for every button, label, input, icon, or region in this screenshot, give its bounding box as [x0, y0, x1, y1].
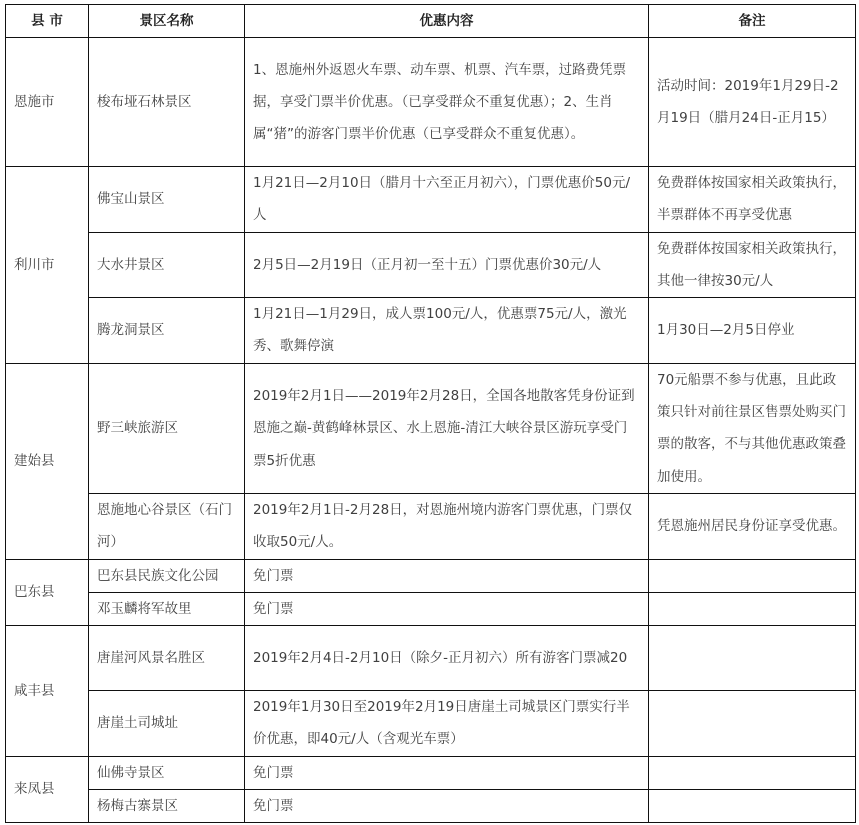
county-cell: 恩施市	[6, 38, 89, 167]
remarks-cell: 凭恩施州居民身份证享受优惠。	[649, 493, 856, 559]
table-row	[6, 232, 856, 298]
table-row	[6, 363, 856, 493]
header-remarks: 备注	[649, 5, 856, 38]
remarks-cell: 免费群体按国家相关政策执行，其他一律按30元/人	[649, 232, 856, 298]
remarks-cell	[649, 626, 856, 691]
table-row	[6, 38, 856, 167]
county-cell: 建始县	[6, 363, 89, 559]
remarks-cell: 免费群体按国家相关政策执行，半票群体不再享受优惠	[649, 167, 856, 233]
table-row	[6, 691, 856, 757]
scenic-name-cell: 腾龙洞景区	[89, 298, 245, 364]
scenic-name-cell: 巴东县民族文化公园	[89, 559, 245, 592]
header-discount: 优惠内容	[245, 5, 649, 38]
scenic-name-cell: 唐崖河风景名胜区	[89, 626, 245, 691]
discount-cell: 1、恩施州外返恩火车票、动车票、机票、汽车票，过路费凭票据，享受门票半价优惠。（已享受群众不重复优惠）；2、生肖属“猪”的游客门票半价优惠（已享受群众不重复优惠）。	[245, 38, 649, 167]
discount-cell: 免门票	[245, 756, 649, 789]
header-row	[6, 5, 856, 38]
scenic-name-cell: 仙佛寺景区	[89, 756, 245, 789]
scenic-name-cell: 佛宝山景区	[89, 167, 245, 233]
scenic-name-cell: 大水井景区	[89, 232, 245, 298]
remarks-cell: 1月30日—2月5日停业	[649, 298, 856, 364]
remarks-cell	[649, 790, 856, 823]
remarks-cell	[649, 592, 856, 625]
discount-cell: 1月21日—1月29日，成人票100元/人，优惠票75元/人，激光秀、歌舞停演	[245, 298, 649, 364]
table-row	[6, 167, 856, 233]
discount-cell: 免门票	[245, 559, 649, 592]
scenic-name-cell: 恩施地心谷景区（石门河）	[89, 493, 245, 559]
remarks-cell: 活动时间：2019年1月29日-2月19日（腊月24日-正月15）	[649, 38, 856, 167]
scenic-discount-table	[5, 4, 856, 823]
discount-cell: 2019年2月4日-2月10日（除夕-正月初六）所有游客门票减20	[245, 626, 649, 691]
table-row	[6, 592, 856, 625]
scenic-name-cell: 梭布垭石林景区	[89, 38, 245, 167]
county-cell: 利川市	[6, 167, 89, 364]
scenic-name-cell: 杨梅古寨景区	[89, 790, 245, 823]
scenic-name-cell: 唐崖土司城址	[89, 691, 245, 757]
remarks-cell: 70元船票不参与优惠，且此政策只针对前往景区售票处购买门票的散客，不与其他优惠政策叠加使用。	[649, 363, 856, 493]
discount-cell: 2019年1月30日至2019年2月19日唐崖土司城景区门票实行半价优惠，即40元/人（含观光车票）	[245, 691, 649, 757]
table-row	[6, 493, 856, 559]
discount-cell: 2019年2月1日——2019年2月28日，全国各地散客凭身份证到恩施之巅-黄鹤峰林景区、水上恩施-清江大峡谷景区游玩享受门票5折优惠	[245, 363, 649, 493]
discount-cell: 2019年2月1日-2月28日，对恩施州境内游客门票优惠，门票仅收取50元/人。	[245, 493, 649, 559]
table-row	[6, 756, 856, 789]
table-row	[6, 626, 856, 691]
remarks-cell	[649, 691, 856, 757]
scenic-name-cell: 野三峡旅游区	[89, 363, 245, 493]
table-row	[6, 559, 856, 592]
county-cell: 巴东县	[6, 559, 89, 626]
table-row	[6, 790, 856, 823]
table-row	[6, 298, 856, 364]
remarks-cell	[649, 559, 856, 592]
discount-cell: 2月5日—2月19日（正月初一至十五）门票优惠价30元/人	[245, 232, 649, 298]
header-county: 县 市	[6, 5, 89, 38]
remarks-cell	[649, 756, 856, 789]
discount-cell: 1月21日—2月10日（腊月十六至正月初六），门票优惠价50元/人	[245, 167, 649, 233]
discount-cell: 免门票	[245, 790, 649, 823]
discount-cell: 免门票	[245, 592, 649, 625]
county-cell: 咸丰县	[6, 626, 89, 757]
scenic-name-cell: 邓玉麟将军故里	[89, 592, 245, 625]
header-scenic-name: 景区名称	[89, 5, 245, 38]
county-cell: 来凤县	[6, 756, 89, 823]
